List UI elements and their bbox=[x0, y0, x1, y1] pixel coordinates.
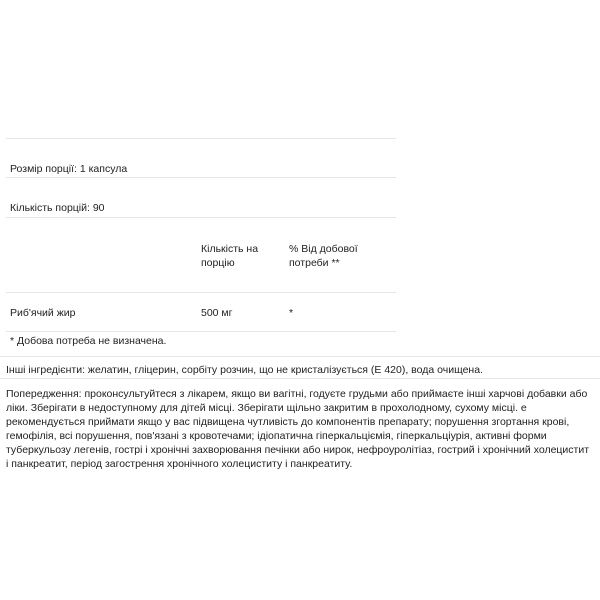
ingredient-name: Риб'ячий жир bbox=[10, 307, 76, 319]
separator-bottom bbox=[0, 378, 600, 379]
table-header-row bbox=[6, 218, 396, 293]
header-daily-value: % Від добової потреби ** bbox=[289, 243, 358, 269]
header-amount-per-serving: Кількість на порцію bbox=[201, 243, 259, 269]
footnote-row bbox=[6, 332, 396, 358]
ingredient-daily-value: * bbox=[289, 307, 294, 319]
serving-size-row bbox=[6, 138, 396, 178]
table-row bbox=[6, 293, 396, 332]
footnote-text: * Добова потреба не визначена. bbox=[10, 335, 167, 347]
warnings-text: Попередження: проконсультуйтеся з лікарем, якщо ви вагітні, годуєте грудьми або приймаєте інші харчові добавки або ліки. Зберігати в недоступному для дітей місці. Зберігати щільно закритим в прохолодному, сухому місці. е рекомендується приймати якщо у вас підвищена чутливість до компонентів препарату; порушення згортання крові, гемофілія, всі порушення, пов'язані з кровотечами; ідіопатична гіперкальціємія, гіперкальціурія, активні форми туберкульозу легенів, гострі і хронічні захворювання печінки або нирок, нефроуролітіаз, гострий і хронічний холецистит і панкреатит, період загострення хронічного холециститу і панкреатиту. bbox=[6, 388, 590, 470]
other-ingredients-text: Інші інгредієнти: желатин, гліцерин, сорбіту розчин, що не кристалізується (Е 420), вода очищена. bbox=[6, 364, 483, 376]
servings-count-row bbox=[6, 178, 396, 218]
serving-size-text: Розмір порції: 1 капсула bbox=[10, 163, 128, 175]
ingredient-amount: 500 мг bbox=[201, 307, 233, 319]
servings-count-text: Кількість порцій: 90 bbox=[10, 202, 105, 214]
separator-top bbox=[0, 356, 600, 357]
supplement-facts-table bbox=[6, 138, 396, 358]
